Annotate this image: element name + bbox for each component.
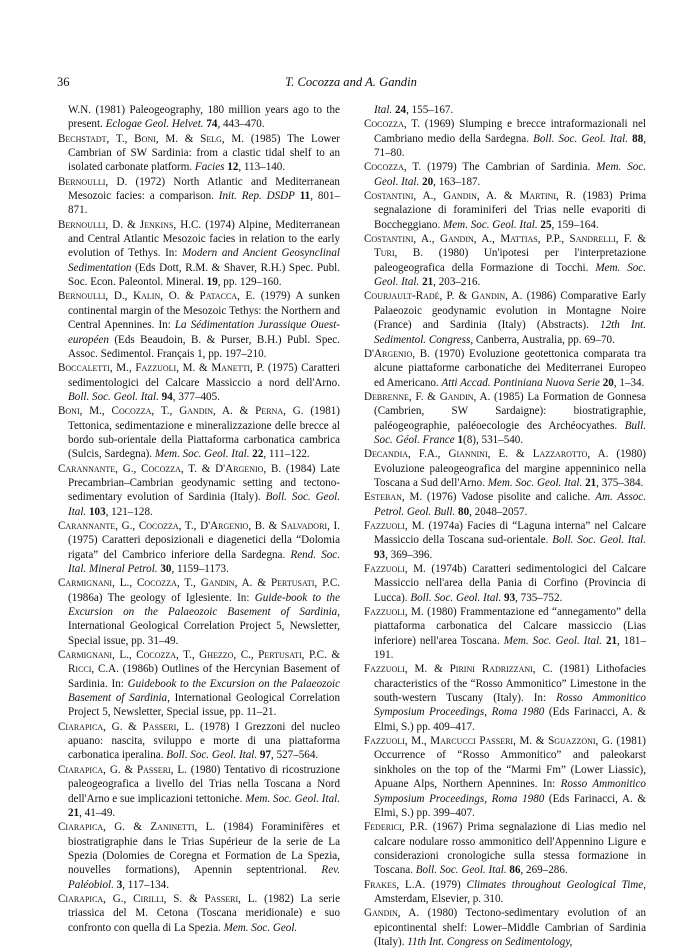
reference-volume: 80 bbox=[458, 505, 470, 518]
reference-text: , 1–34. bbox=[613, 376, 645, 389]
reference-text: (1980) Tentativo di ricostruzione paleogeografica a livello del Trias nella Toscana a Nord dell'Arno e sue implicazioni tettoniche. bbox=[68, 763, 340, 805]
reference-authors: Ciarapica, G. & Passeri, L. bbox=[58, 763, 187, 776]
reference-volume: 20 bbox=[602, 376, 614, 389]
reference-volume: 21 bbox=[422, 276, 434, 289]
reference-text: (1983) Prima segnalazione di foraminiferi del Trias nelle evaporiti di Boccheggiano. bbox=[374, 190, 647, 231]
reference-text: (1980) Evoluzione paleogeografica del margine appenninico nella Toscana a Sud dell'Arno. bbox=[374, 448, 646, 489]
reference-text: , 121–128. bbox=[105, 505, 153, 518]
reference-source: 12th Int. Sedimentol. Congress bbox=[374, 319, 646, 346]
reference-source: Mem. Soc. Geol. bbox=[223, 921, 298, 934]
reference-source: Boll. Soc. Geol. Ital. bbox=[166, 749, 258, 762]
reference-entry bbox=[364, 289, 646, 346]
reference-source: Ital. bbox=[374, 104, 393, 116]
reference-text: , 527–564. bbox=[271, 749, 319, 762]
reference-text: (1981) Lithofacies characteristics of the “Rosso Ammonitico” Limestone in the south-western Tuscany (Italy). In: bbox=[374, 663, 646, 705]
reference-source: Climates throughout Geological Time bbox=[466, 878, 644, 891]
reference-authors: Esteban, M. bbox=[364, 491, 423, 504]
reference-authors: Boni, M., Cocozza, T., Gandin, A. & Perna, G. bbox=[58, 405, 304, 418]
reference-text: , International Geological Correlation Project 5, Newsletter, Special issue, pp. 31–49. bbox=[68, 606, 340, 647]
reference-source: Mem. Soc. Geol. Ital. bbox=[443, 218, 538, 231]
reference-authors: Bernoulli, D. & Jenkins, H.C. bbox=[58, 218, 202, 231]
reference-text: , pp. 129–160. bbox=[217, 276, 282, 289]
reference-authors: Federici, P.R. bbox=[364, 821, 428, 834]
reference-authors: Gandin, A. bbox=[364, 907, 420, 920]
reference-source: Eclogae Geol. Helvet. bbox=[105, 118, 204, 131]
reference-text: (1982) La serie triassica del M. Cetona (Toscana meridionale) e suo confronto con quella di La Spezia. bbox=[68, 892, 340, 934]
reference-authors: Frakes, L.A. bbox=[364, 878, 426, 891]
reference-text: (1979) A sunken continental margin of the Mesozoic Tethys: the Northern and Central Apennines. In: bbox=[68, 290, 340, 332]
reference-volume: 21 bbox=[68, 806, 80, 819]
reference-text: , 181–191. bbox=[374, 634, 646, 662]
reference-text: (1984) Foraminifères et biostratigraphie dans le Trias Supérieur de la serie de La Spezia (Dolomies de Coregna et Formation de La Spezia, nouvelles formations), Apennin septentrional. bbox=[68, 821, 340, 877]
references-column-right bbox=[364, 103, 646, 949]
reference-text: (1978) I Grezzoni del nucleo apuano: nascita, sviluppo e morte di una piattaforma carbonatica iperalina. bbox=[68, 720, 340, 762]
reference-volume: 94 bbox=[161, 390, 173, 403]
reference-entry bbox=[58, 132, 340, 175]
reference-entry bbox=[58, 103, 340, 132]
reference-authors: Fazzuoli, M. bbox=[364, 519, 425, 532]
reference-source: Init. Rep. DSDP bbox=[218, 190, 295, 203]
reference-text: (1980) Un'ipotesi per l'interpretazione paleogeografica della Formazione di Tocchi. bbox=[374, 247, 646, 274]
reference-source: Boll. Soc. Geol. Ital. bbox=[415, 864, 507, 877]
reference-volume: 19 bbox=[206, 276, 218, 289]
reference-authors: Fazzuoli, M. & Pirini Radrizzani, C. bbox=[364, 663, 553, 676]
reference-authors: Ciarapica, G. & Zaninetti, L. bbox=[58, 821, 216, 834]
reference-authors: Bechstadt, T., Boni, M. & Selg, M. bbox=[58, 132, 245, 145]
reference-source: Rosso Ammonitico Symposium Proceedings, Roma 1980 bbox=[374, 692, 646, 719]
reference-entry bbox=[364, 734, 646, 820]
reference-authors: Carannante, G., Cocozza, T., D'Argenio, B. & Salvadori, I. bbox=[58, 519, 340, 532]
reference-authors: Boccaletti, M., Fazzuoli, M. & Manetti, P. bbox=[58, 362, 265, 375]
reference-text: (1974b) Caratteri sedimentologici del Calcare Massiccio nell'area della Pania di Corfino (Provincia di Lucca). bbox=[374, 563, 646, 604]
reference-text: , 159–164. bbox=[551, 218, 599, 231]
reference-source: Guide-book to the Excursion on the Palaeozoic Basement of Sardinia bbox=[68, 591, 340, 619]
reference-authors: Costantini, A., Gandin, A., Mattias, P.P., Sandrelli, F. & Turi, B. bbox=[364, 233, 646, 260]
reference-volume: 103 bbox=[88, 505, 106, 518]
reference-authors: Carannante, G., Cocozza, T. & D'Argenio, B. bbox=[58, 462, 282, 475]
reference-source: Mem. Soc. Geol. Ital. bbox=[374, 261, 646, 289]
reference-text: , International Geological Correlation Project 5, Newsletter, Special issue, pp. 11–21. bbox=[68, 692, 340, 719]
reference-text: , 71–80. bbox=[374, 132, 647, 160]
reference-text: (1985) La Formation de Gonnesa (Cambrien, SW Sardaigne): biostratigraphie, paléogeographie, paléoecologie des Archéocyathes. bbox=[374, 390, 646, 432]
reference-authors: Courjault-Radé, P. & Gandin, A. bbox=[364, 290, 523, 303]
reference-authors: Bernoulli, D. bbox=[58, 175, 128, 188]
reference-source: Boll. Soc. Geol. Ital. bbox=[68, 390, 159, 403]
reference-authors: Decandia, F.A., Giannini, E. & Lazzarotto, A. bbox=[364, 448, 609, 461]
reference-source: Facies bbox=[194, 161, 225, 174]
reference-source: Mem. Soc. Geol. Ital. bbox=[154, 448, 250, 461]
reference-text: , 369–396. bbox=[385, 548, 433, 561]
reference-volume: 21 bbox=[605, 634, 618, 647]
reference-text: , 801–871. bbox=[68, 190, 341, 217]
reference-text: (1981) Tettonica, sedimentazione e mineralizzazione delle brecce al bordo sub-orientale della Piattaforma carbonatica cambrica (Sulcis, Sardegna). bbox=[68, 405, 340, 461]
reference-volume: 20 bbox=[422, 175, 434, 188]
reference-entry bbox=[364, 906, 646, 949]
reference-entry bbox=[364, 878, 646, 907]
reference-text: (1974a) Facies di “Laguna interna” nel Calcare Massiccio della Toscana sud-orientale. bbox=[374, 519, 646, 547]
reference-source: Mem. Soc. Geol. Ital. bbox=[245, 792, 340, 805]
reference-text: , 443–470. bbox=[217, 118, 265, 131]
reference-entry bbox=[364, 103, 646, 117]
reference-volume: 1 bbox=[457, 433, 464, 446]
reference-text: , 269–286. bbox=[520, 864, 568, 877]
reference-entry bbox=[364, 390, 646, 447]
reference-text: , Amsterdam, Elsevier, p. 310. bbox=[374, 878, 646, 905]
reference-text: (Eds Farinacci, A. & Elmi, S.) pp. 399–407. bbox=[374, 792, 646, 819]
reference-text: (1984) Late Precambrian–Cambrian geodynamic setting and tectono-sedimentary evolution of Sardinia (Italy). bbox=[68, 462, 340, 504]
reference-source: Rend. Soc. Ital. Mineral Petrol. bbox=[68, 548, 340, 575]
reference-source: Boll. Soc. Geol. Ital. bbox=[552, 534, 646, 547]
reference-text: , Canberra, Australia, pp. 69–70. bbox=[470, 333, 615, 346]
page-number: 36 bbox=[57, 75, 70, 89]
reference-entry bbox=[364, 160, 646, 189]
reference-text: , 155–167. bbox=[406, 104, 454, 116]
reference-text: , 111–122. bbox=[263, 448, 310, 461]
reference-source: Rev. Paléobiol. bbox=[68, 864, 340, 891]
reference-entry bbox=[364, 232, 646, 289]
reference-text: , 117–134. bbox=[122, 878, 169, 891]
reference-source: Mem. Soc. Geol. Ital. bbox=[503, 634, 602, 647]
reference-text: , 735–752. bbox=[515, 591, 563, 604]
reference-authors: Carmignani, L., Cocozza, T., Gandin, A. & Pertusati, P.C. bbox=[58, 577, 340, 590]
reference-entry bbox=[58, 289, 340, 361]
reference-volume: 30 bbox=[160, 563, 172, 575]
reference-source: Bull. Soc. Géol. France bbox=[374, 419, 646, 446]
reference-authors: Fazzuoli, M. bbox=[364, 563, 426, 575]
reference-source: Boll. Soc. Geol. Ital. bbox=[410, 591, 502, 604]
reference-source: La Sédimentation Jurassique Ouest-européen bbox=[68, 319, 340, 346]
reference-volume: 3 bbox=[116, 878, 123, 891]
reference-entry bbox=[364, 519, 646, 562]
reference-volume: 22 bbox=[252, 448, 264, 461]
reference-authors: Ciarapica, G., Cirilli, S. & Passeri, L. bbox=[58, 892, 258, 905]
reference-source: Mem. Soc. Geol. Ital. bbox=[487, 476, 583, 489]
reference-text: (Eds Beaudoin, B. & Purser, B.H.) Publ. Spec. Assoc. Sedimentol. Français 1, pp. 197–210. bbox=[68, 333, 340, 360]
reference-text: (1969) Slumping e brecce intraformazionali nel Cambriano medio della Sardegna. bbox=[374, 118, 646, 145]
reference-entry bbox=[58, 763, 340, 820]
reference-text: (Eds Dott, R.M. & Shaver, R.H.) Spec. Publ. Soc. Econ. Paleontol. Mineral. bbox=[68, 261, 340, 289]
reference-authors: Fazzuoli, M. bbox=[364, 606, 424, 619]
reference-entry bbox=[364, 605, 646, 662]
reference-text: (1970) Evoluzione geotettonica comparata tra alcune piattaforme carbonatiche dei Mediterranei Europeo ed Americano. bbox=[374, 347, 646, 389]
reference-entry bbox=[364, 820, 646, 877]
reference-text: (1979) The Cambrian of Sardinia. bbox=[421, 161, 597, 174]
reference-text: (1980) Tectono-sedimentary evolution of an epicontinental shelf: Lower–Middle Cambrian of Sardinia (Italy). bbox=[374, 907, 646, 948]
reference-entry bbox=[58, 648, 340, 720]
reference-authors: Fazzuoli, M., Marcucci Passeri, M. & Sguazzoni, G. bbox=[364, 735, 613, 748]
reference-source: Rosso Ammonitico Symposium Proceedings, Roma 1980 bbox=[374, 778, 646, 805]
reference-authors: Costantini, A., Gandin, A. & Martini, R. bbox=[364, 190, 576, 203]
reference-text: (1979) bbox=[425, 878, 467, 891]
reference-authors: Cocozza, T. bbox=[364, 118, 420, 131]
reference-volume: 74 bbox=[206, 118, 218, 131]
reference-volume: 11 bbox=[299, 190, 311, 203]
reference-source: Am. Assoc. Petrol. Geol. Bull. bbox=[374, 491, 647, 518]
reference-entry bbox=[58, 820, 340, 892]
reference-authors: Ciarapica, G. & Passeri, L. bbox=[58, 720, 195, 733]
reference-authors: Bernoulli, D., Kalin, O. & Patacca, E. bbox=[58, 290, 256, 303]
reference-authors: Cocozza, T. bbox=[364, 161, 422, 174]
reference-source: Boll. Soc. Geol. Ital. bbox=[533, 132, 629, 145]
reference-entry bbox=[58, 361, 340, 404]
reference-text: , 41–49. bbox=[79, 806, 116, 819]
reference-volume: 24 bbox=[394, 104, 407, 116]
reference-entry bbox=[58, 720, 340, 763]
reference-text: (1967) Prima segnalazione di Lias medio nel calcare nodulare rosso ammonitico dell'Appennino Ligure e considerazioni cronologiche sulla stessa formazione in Toscana. bbox=[374, 821, 647, 877]
reference-source: Atti Accad. Pontiniana Nuova Serie bbox=[441, 376, 600, 389]
reference-text: (1980) Frammentazione ed “annegamento” della piattaforma carbonatica del Calcare massiccio (Lias inferiore) nell'area Toscana. bbox=[374, 606, 647, 647]
reference-text: (1974) Alpine, Mediterranean and Central Atlantic Mesozoic facies in relation to the early evolution of Tethys. In: bbox=[68, 218, 340, 260]
reference-entry bbox=[58, 218, 340, 290]
reference-volume: 12 bbox=[227, 161, 239, 174]
reference-authors: Carmignani, L., Cocozza, T., Ghezzo, C., Pertusati, P.C. & Ricci, C.A. bbox=[58, 649, 340, 676]
reference-entry bbox=[364, 189, 646, 232]
reference-text: (1976) Vadose pisolite and caliche. bbox=[422, 491, 596, 504]
reference-text: (1986) Comparative Early Palaeozoic geodynamic evolution in Montagne Noire (France) and Sardinia (Italy) (Abstracts). bbox=[374, 290, 646, 332]
reference-text: , 203–216. bbox=[433, 276, 481, 289]
reference-source: Mem. Soc. Geol. Ital. bbox=[374, 161, 646, 188]
references-column-left bbox=[58, 103, 340, 935]
reference-source: Modern and Ancient Geosynclinal Sedimentation bbox=[68, 247, 340, 274]
reference-entry bbox=[58, 462, 340, 519]
reference-text: (1975) Caratteri sedimentologici del Calcare Massiccio a nord dell'Arno. bbox=[68, 362, 340, 389]
reference-text: (1981) Occurrence of “Rosso Ammonitico” and paleokarst sinkholes on the top of the “Marmi Fm” (Lower Liassic), Apuane Alps, Northern Apennines. In: bbox=[374, 735, 646, 791]
reference-entry bbox=[58, 519, 340, 576]
reference-entry bbox=[364, 347, 646, 390]
reference-entry bbox=[364, 662, 646, 734]
reference-text: W.N. (1981) Paleogeography, 180 million years ago to the present. bbox=[68, 104, 340, 131]
reference-entry bbox=[58, 576, 340, 648]
reference-text: (1985) The Lower Cambrian of SW Sardinia: from a clastic tidal shelf to an isolated carbonate platform. bbox=[68, 132, 340, 174]
reference-authors: Debrenne, F. & Gandin, A. bbox=[364, 390, 491, 403]
reference-volume: 93 bbox=[504, 591, 516, 604]
reference-text: , 1159–1173. bbox=[171, 563, 229, 575]
running-header bbox=[57, 75, 645, 91]
reference-authors: D'Argenio, B. bbox=[364, 347, 430, 360]
reference-entry bbox=[364, 562, 646, 605]
reference-text: (1986a) The geology of Iglesiente. In: bbox=[68, 591, 255, 604]
reference-entry bbox=[58, 404, 340, 461]
reference-entry bbox=[364, 447, 646, 490]
reference-volume: 25 bbox=[540, 218, 552, 231]
reference-text: , 375–384. bbox=[596, 476, 644, 489]
reference-entry bbox=[58, 892, 340, 935]
reference-text: (Eds Farinacci, A. & Elmi, S.) pp. 409–417. bbox=[374, 706, 646, 733]
reference-source: 11th Int. Congress on Sedimentology, bbox=[407, 935, 573, 948]
reference-entry bbox=[58, 175, 340, 218]
reference-source: Guidebook to the Excursion on the Palaeozoic Basement of Sardinia bbox=[68, 677, 340, 705]
reference-text: , 2048–2057. bbox=[469, 505, 528, 518]
reference-volume: 86 bbox=[509, 864, 521, 877]
reference-source: Boll. Soc. Geol. Ital. bbox=[68, 491, 340, 518]
reference-text: (1972) North Atlantic and Mediterranean Mesozoic facies: a comparison. bbox=[68, 175, 340, 203]
reference-text: (1986b) Outlines of the Hercynian Basement of Sardinia. In: bbox=[68, 663, 340, 690]
reference-volume: 88 bbox=[632, 132, 644, 145]
reference-text: , 377–405. bbox=[172, 390, 220, 403]
reference-entry bbox=[364, 490, 646, 519]
running-title: T. Cocozza and A. Gandin bbox=[285, 75, 417, 89]
reference-volume: 93 bbox=[374, 548, 386, 561]
reference-volume: 97 bbox=[259, 749, 272, 762]
reference-entry bbox=[364, 117, 646, 160]
reference-text: , 163–187. bbox=[433, 175, 481, 188]
reference-text: (1975) Caratteri deposizionali e diagenetici della “Dolomia rigata” del Cambrico inferiore della Sardegna. bbox=[68, 534, 340, 561]
reference-text: , 113–140. bbox=[238, 161, 286, 174]
reference-volume: 21 bbox=[585, 476, 597, 489]
reference-text: (8), 531–540. bbox=[463, 433, 524, 446]
